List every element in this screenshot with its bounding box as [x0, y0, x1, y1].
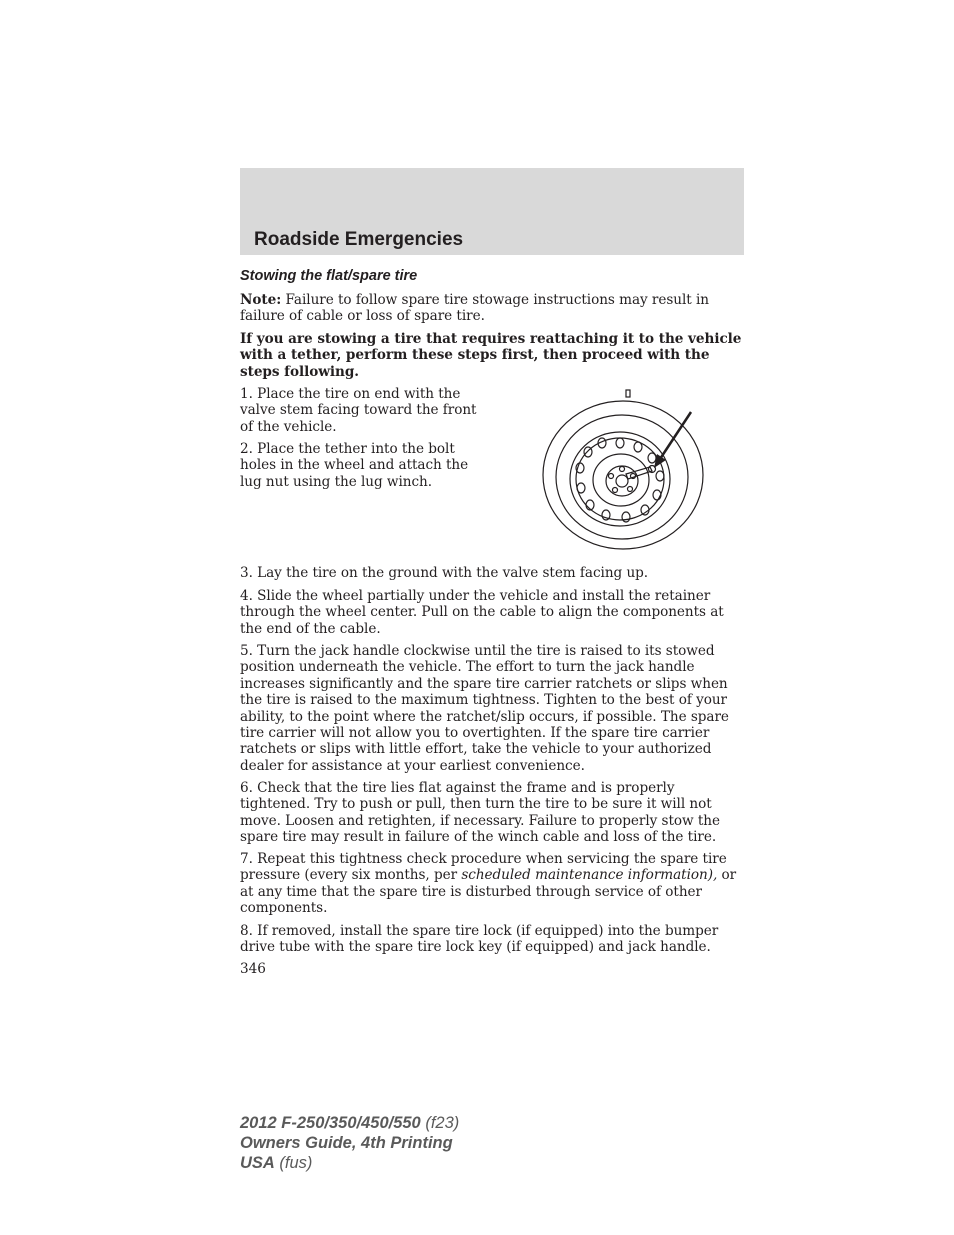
step-3: 3. Lay the tire on the ground with the valve stem facing up. — [240, 565, 649, 581]
footer — [240, 1113, 459, 1173]
note-paragraph — [240, 292, 745, 325]
step-7 — [240, 851, 745, 917]
spare-tire-illustration-icon — [540, 388, 706, 553]
step-8: 8. If removed, install the spare tire lock (if equipped) into the bumper drive tube with the spare tire lock key (if equipped) and jack handle. — [240, 923, 719, 956]
step-2: 2. Place the tether into the bolt holes in the wheel and attach the lug nut using the lug winch. — [240, 441, 469, 490]
subheading: Stowing the flat/spare tire — [240, 268, 418, 284]
footer-region-code: (fus) — [274, 1154, 313, 1172]
footer-region: USA — [240, 1154, 275, 1172]
step-4: 4. Slide the wheel partially under the vehicle and install the retainer through the wheel center. Pull on the cable to align the components at the end of the cable. — [240, 588, 724, 637]
page-number: 346 — [240, 961, 266, 977]
footer-guide: Owners Guide, 4th Printing — [240, 1134, 453, 1152]
section-title: Roadside Emergencies — [254, 229, 464, 250]
footer-region-line — [240, 1153, 459, 1173]
step-6: 6. Check that the tire lies flat against the frame and is properly tightened. Try to push or pull, then turn the tire to be sure it will not move. Loosen and retighten, if necessary. Failure to properly stow the spare tire may result in failure of the winch cable and loss of the tire. — [240, 780, 720, 846]
note-text: Failure to follow spare tire stowage instructions may result in failure of cable or loss of spare tire. — [240, 292, 709, 325]
maintenance-reference: scheduled maintenance information), — [461, 867, 718, 884]
bold-instruction: If you are stowing a tire that requires reattaching it to the vehicle with a tether, perform these steps first, then proceed with the steps following. — [240, 331, 742, 380]
step-1: 1. Place the tire on end with the valve stem facing toward the front of the vehicle. — [240, 386, 477, 435]
note-label: Note: — [240, 292, 282, 308]
footer-model-code: (f23) — [420, 1114, 460, 1132]
footer-model-line — [240, 1113, 459, 1133]
footer-model: 2012 F-250/350/450/550 — [240, 1114, 421, 1132]
step-7-text-start: 7. Repeat this tightness check procedure when servicing the spare tire pressure (every six months, per — [240, 851, 727, 884]
step-5: 5. Turn the jack handle clockwise until the tire is raised to its stowed position underneath the vehicle. The effort to turn the jack handle increases significantly and the spare tire carrier ratchets or slips when the tire is raised to the maximum tightness. Tighten to the best of your ability, to the point where the ratchet/slip occurs, if possible. The spare tire carrier will not allow you to overtighten. If the spare tire carrier ratchets or slips with little effort, take the vehicle to your authorized dealer for assistance at your earliest convenience. — [240, 643, 729, 774]
step-7-text-end: or at any time that the spare tire is disturbed through service of other components. — [240, 867, 737, 917]
